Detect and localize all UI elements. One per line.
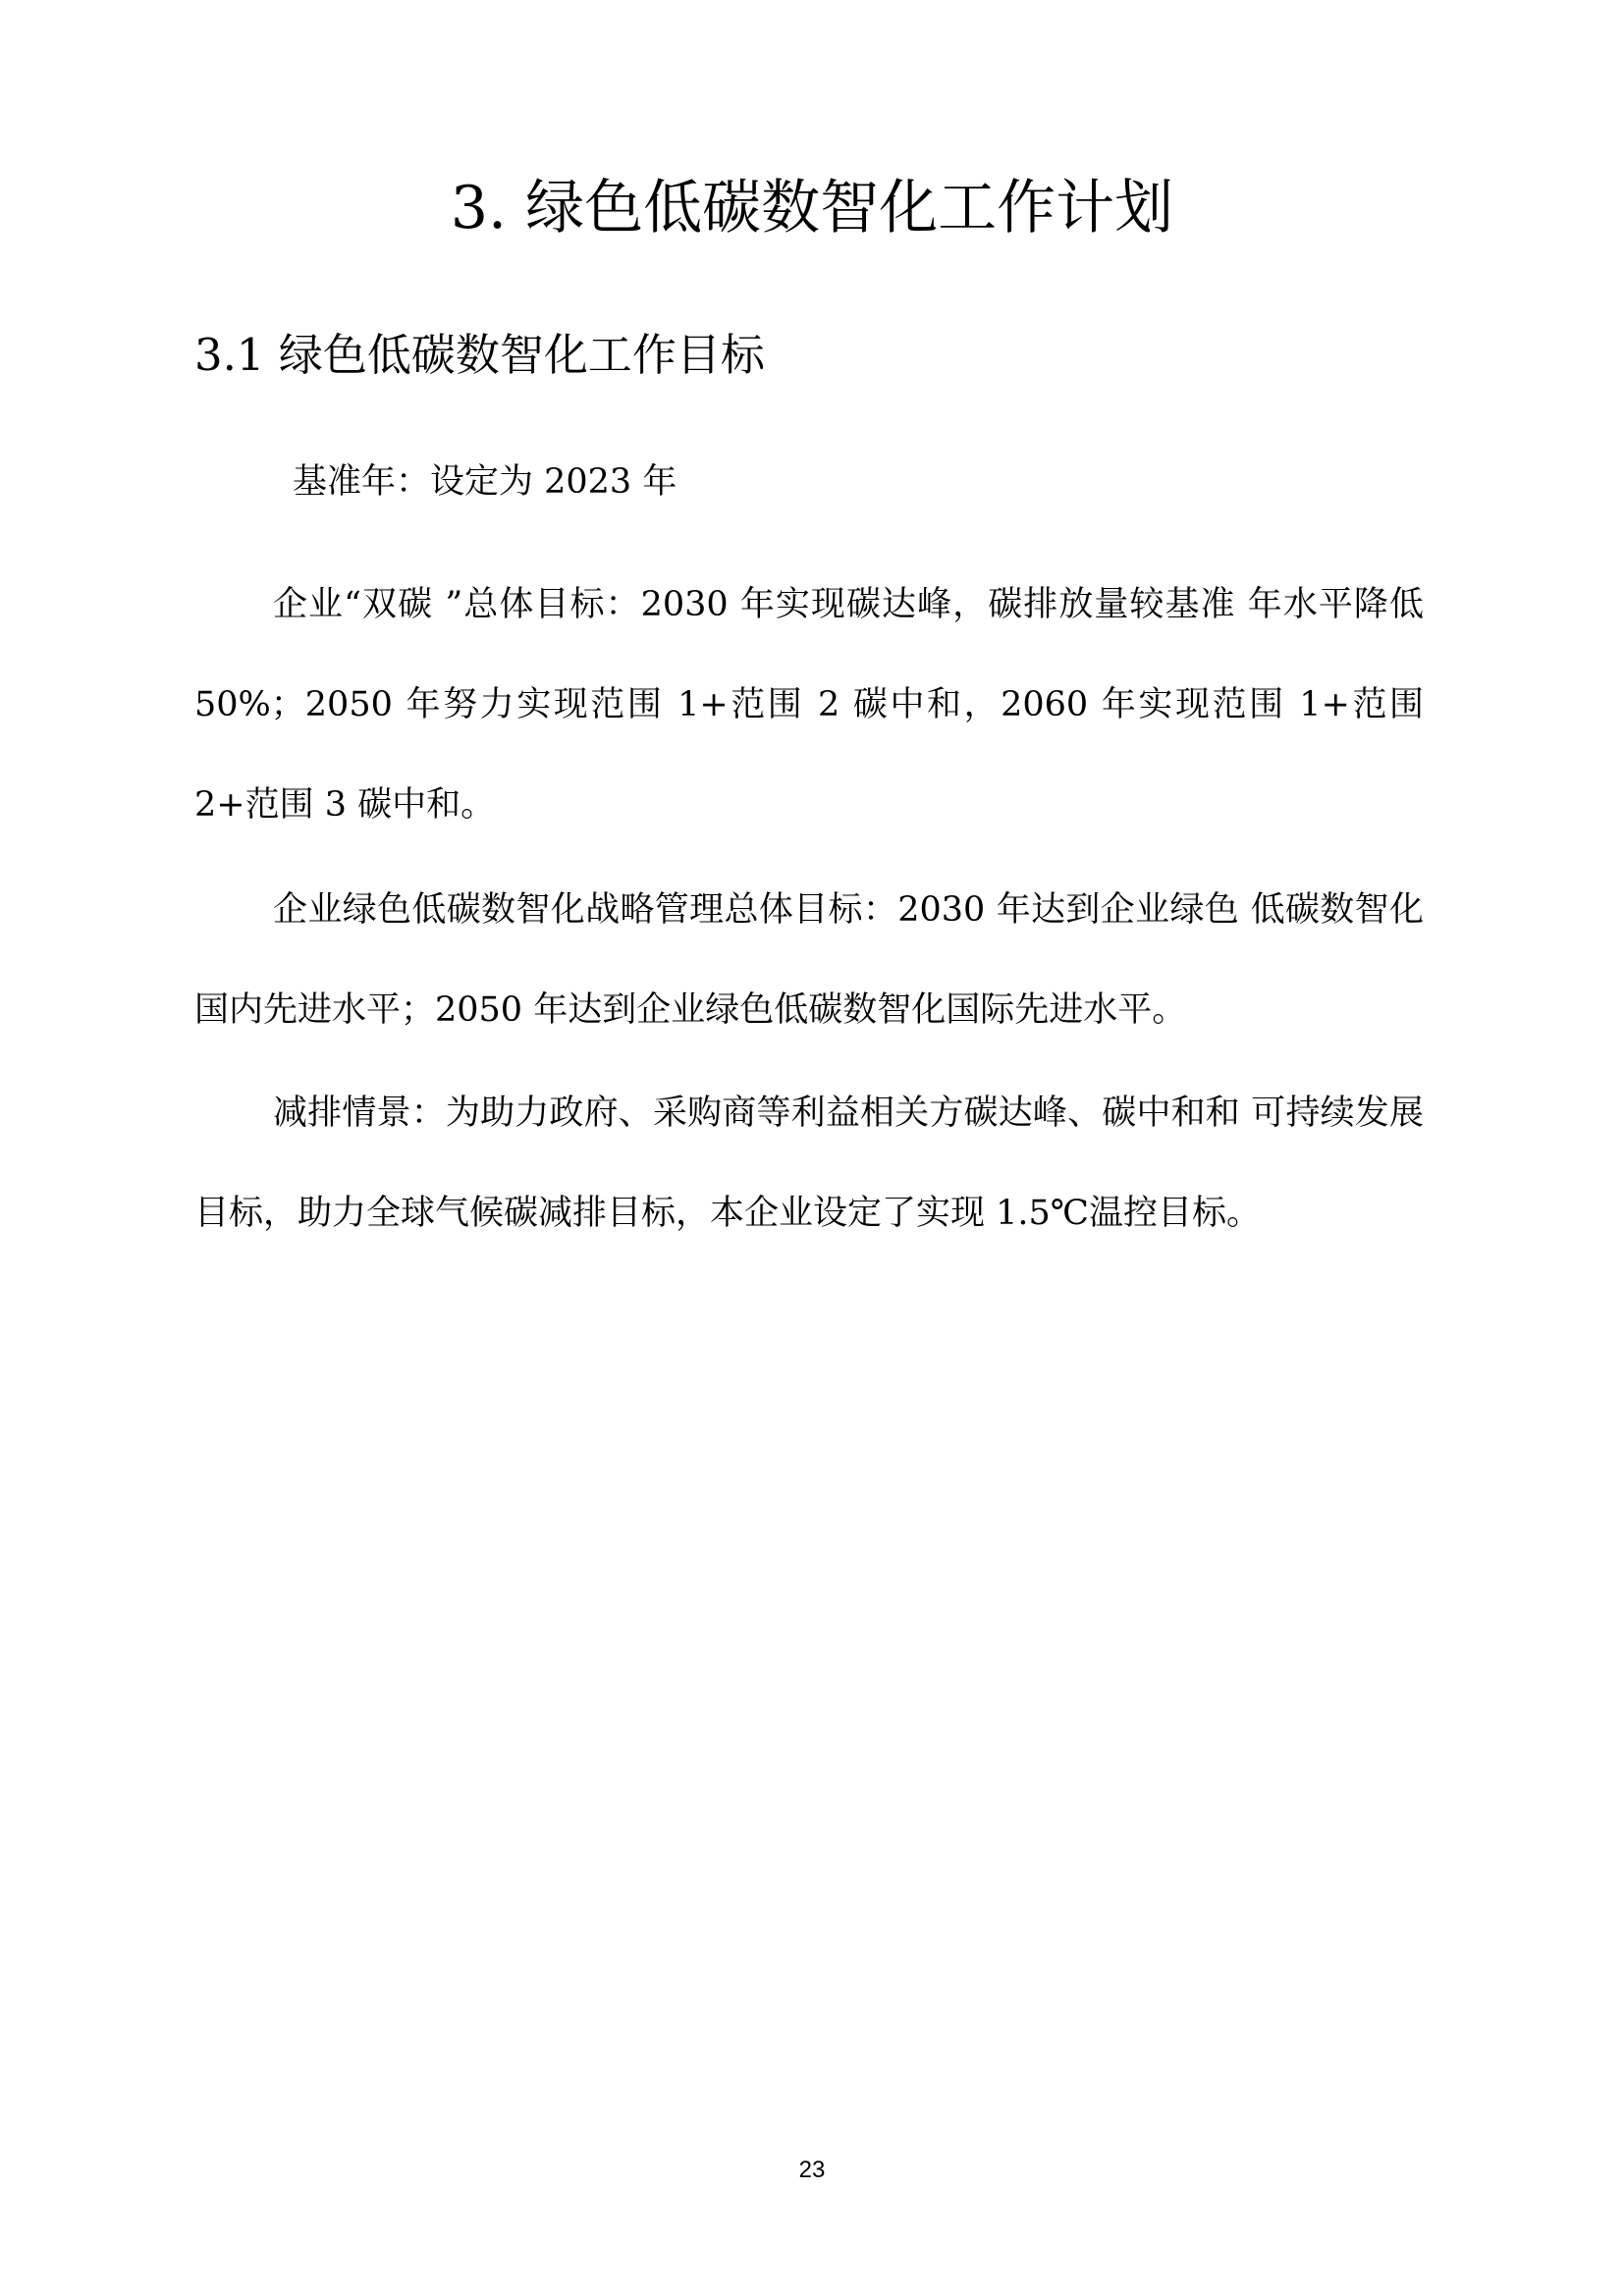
chapter-title: 3. 绿色低碳数智化工作计划 [450,174,1174,242]
section-title: 3.1 绿色低碳数智化工作目标 [194,329,765,381]
paragraph-base-year: 基准年：设定为 2023 年 [293,462,677,502]
paragraph-dual-carbon-goal: 企业“双碳 ”总体目标：2030 年实现碳达峰，碳排放量较基准 年水平降低 50%；2050 年努力实现范围 1+范围 2 碳中和，2060 年实现范围 1+范围 2+范围 3 碳中和。 [194,585,1424,825]
paragraph-strategy-goal: 企业绿色低碳数智化战略管理总体目标：2030 年达到企业绿色 低碳数智化国内先进水平；2050 年达到企业绿色低碳数智化国际先进水平。 [194,890,1424,1030]
page-number: 23 [798,2157,826,2183]
paragraph-reduction-scenario: 减排情景：为助力政府、采购商等利益相关方碳达峰、碳中和和 可持续发展目标，助力全球气候碳减排目标，本企业设定了实现 1.5℃温控目标。 [194,1094,1424,1233]
